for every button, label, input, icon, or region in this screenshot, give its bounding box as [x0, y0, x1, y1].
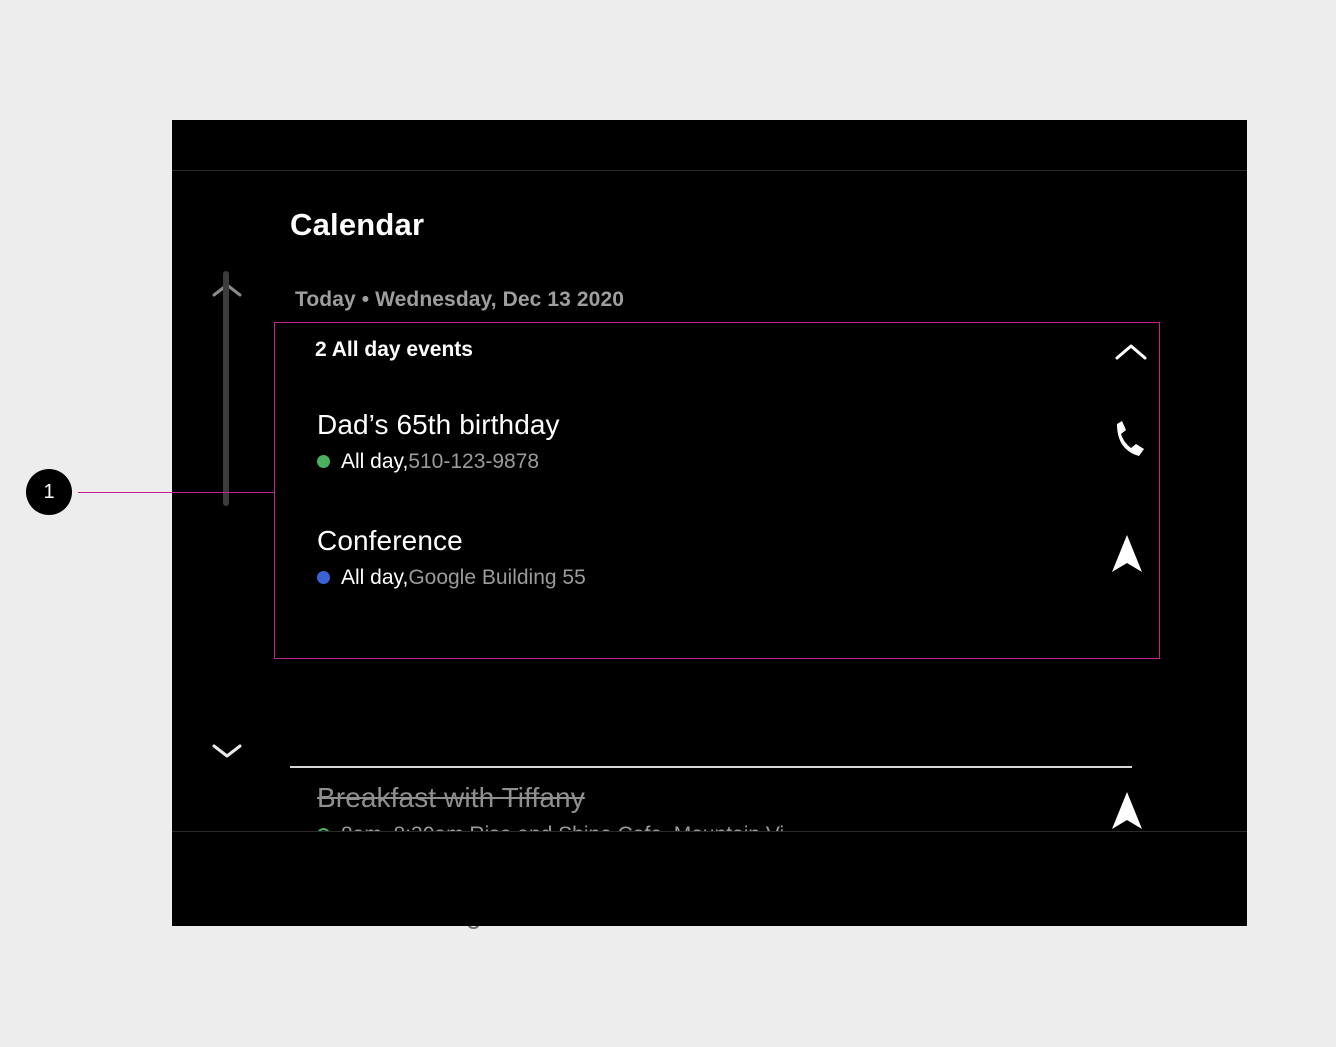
event-time: All day,	[341, 565, 409, 589]
page-title: Calendar	[290, 207, 425, 242]
event-subtitle	[317, 565, 1207, 590]
event-color-dot	[317, 571, 330, 584]
event-title: Dad’s 65th birthday	[317, 409, 560, 440]
list-item[interactable]	[275, 408, 1207, 504]
section-divider	[290, 766, 1132, 768]
event-time: All day,	[341, 449, 409, 473]
device-frame	[172, 120, 1247, 926]
scroll-down-chevron-icon[interactable]	[210, 741, 244, 761]
device-nav-bar	[172, 831, 1247, 926]
day-header: Today • Wednesday, Dec 13 2020	[295, 288, 625, 311]
event-subtitle	[317, 449, 1207, 474]
event-title: Breakfast with Tiffany	[317, 782, 585, 813]
event-detail: Google Building 55	[408, 565, 586, 589]
list-item[interactable]	[275, 524, 1207, 620]
event-color-dot	[317, 455, 330, 468]
calendar-screen	[172, 171, 1247, 831]
all-day-count-label: 2 All day events	[315, 338, 473, 361]
event-title: Conference	[317, 525, 463, 556]
all-day-header[interactable]	[275, 326, 1207, 382]
device-status-bar	[172, 120, 1247, 171]
scrollbar-thumb[interactable]	[223, 271, 229, 506]
all-day-events-group	[275, 326, 1207, 620]
chevron-up-icon[interactable]	[1113, 340, 1149, 364]
navigation-icon[interactable]	[1105, 530, 1149, 578]
annotation-leader-line	[78, 492, 274, 493]
annotation-badge-1: 1	[26, 469, 72, 515]
phone-icon[interactable]	[1105, 414, 1149, 462]
navigation-icon[interactable]	[1105, 787, 1149, 835]
event-detail: 510-123-9878	[408, 449, 540, 473]
